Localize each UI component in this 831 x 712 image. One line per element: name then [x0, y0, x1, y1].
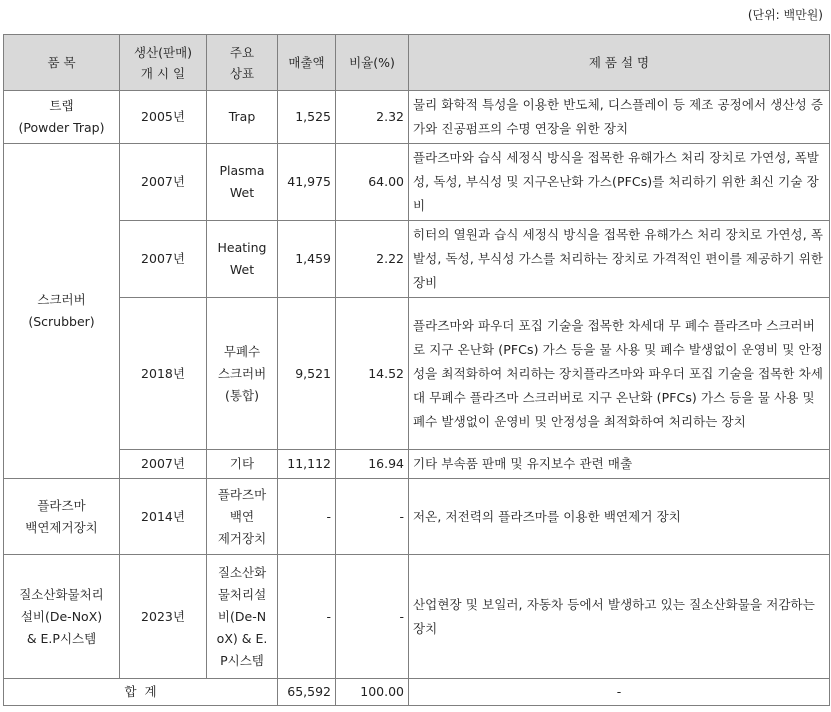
header-description: 제 품 설 명	[409, 35, 830, 91]
year-cell: 2007년	[120, 450, 207, 479]
total-sales: 65,592	[278, 679, 336, 706]
description-cell: 물리 화학적 특성을 이용한 반도체, 디스플레이 등 제조 공정에서 생산성 증가와 진공펌프의 수명 연장을 위한 장치	[409, 91, 830, 144]
item-name: 질소산화물처리	[19, 586, 104, 602]
header-start-line1: 생산(판매)	[133, 44, 193, 60]
item-cell	[4, 91, 120, 144]
brand-line: Wet	[229, 262, 255, 277]
brand-line: oX) & E.	[216, 630, 268, 646]
unit-label: (단위: 백만원)	[747, 8, 823, 22]
brand-cell: Trap	[207, 91, 278, 144]
header-item: 품 목	[4, 35, 120, 91]
item-name: 스크러버	[37, 292, 86, 307]
table-row	[4, 144, 830, 221]
brand-line: 백연	[229, 508, 255, 524]
year-cell: 2014년	[120, 479, 207, 555]
sales-cell: 41,975	[278, 144, 336, 221]
brand-cell: 기타	[207, 450, 278, 479]
brand-cell	[207, 298, 278, 450]
header-start-line2: 개 시 일	[140, 65, 186, 81]
item-cell	[4, 144, 120, 479]
brand-line: 물처리설	[217, 586, 267, 602]
item-name-sub: (Powder Trap)	[18, 120, 105, 135]
brand-line: 제거장치	[217, 530, 267, 546]
brand-cell	[207, 555, 278, 679]
brand-line: 질소산화	[217, 564, 267, 580]
ratio-cell: 2.32	[336, 91, 409, 144]
description-cell: 기타 부속품 판매 및 유지보수 관련 매출	[409, 450, 830, 479]
brand-line: 플라즈마	[217, 486, 267, 502]
brand-line: 스크러버	[217, 365, 267, 381]
item-cell	[4, 555, 120, 679]
item-cell	[4, 479, 120, 555]
brand-line: P시스템	[220, 652, 264, 668]
table-row	[4, 555, 830, 679]
sales-cell: -	[278, 479, 336, 555]
brand-cell	[207, 221, 278, 298]
item-name: 플라즈마	[37, 497, 86, 513]
brand-line: Wet	[229, 185, 255, 200]
brand-cell	[207, 479, 278, 555]
ratio-cell: 2.22	[336, 221, 409, 298]
sales-cell: 1,525	[278, 91, 336, 144]
description-cell: 히터의 열원과 습식 세정식 방식을 접목한 유해가스 처리 장치로 가연성, 폭발성, 독성, 부식성 가스를 처리하는 장치로 가격적인 편이를 제공하기 위한 장비	[409, 221, 830, 298]
ratio-cell: -	[336, 555, 409, 679]
total-description: -	[409, 679, 830, 706]
item-name-sub: 백연제거장치	[25, 519, 98, 535]
ratio-cell: -	[336, 479, 409, 555]
brand-line: Plasma	[219, 163, 265, 178]
header-ratio: 비율(%)	[336, 35, 409, 91]
description-cell: 산업현장 및 보일러, 자동차 등에서 발생하고 있는 질소산화물을 저감하는 장치	[409, 555, 830, 679]
ratio-cell: 16.94	[336, 450, 409, 479]
total-label: 합 계	[4, 679, 278, 706]
item-name-sub: & E.P시스템	[26, 630, 97, 646]
description-cell: 저온, 저전력의 플라즈마를 이용한 백연제거 장치	[409, 479, 830, 555]
brand-line: 무폐수	[223, 343, 261, 359]
header-brand-line2: 상표	[229, 65, 255, 81]
year-cell: 2018년	[120, 298, 207, 450]
year-cell: 2007년	[120, 221, 207, 298]
table-row	[4, 91, 830, 144]
sales-cell: 11,112	[278, 450, 336, 479]
sales-cell: -	[278, 555, 336, 679]
total-ratio: 100.00	[336, 679, 409, 706]
description-cell: 플라즈마와 습식 세정식 방식을 접목한 유해가스 처리 장치로 가연성, 폭발성, 독성, 부식성 및 지구온난화 가스(PFCs)를 처리하기 위한 최신 기술 장비	[409, 144, 830, 221]
header-brand	[207, 35, 278, 91]
description-cell: 플라즈마와 파우더 포집 기술을 접목한 차세대 무 폐수 플라즈마 스크러버로 지구 온난화 (PFCs) 가스 등을 물 사용 및 폐수 발생없이 운영비 및 안정성을 최적화하여 처리하는 장치플라즈마와 파우더 포집 기술을 접목한 차세대 무폐수 플라즈마 스크러버로 지구 온난화 (PFCs) 가스 등을 물 사용 및 폐수 발생없이 운영비 및 안정성을 최적화하여 처리하는 장치	[409, 298, 830, 450]
item-name-sub: 설비(De-NoX)	[20, 608, 103, 624]
brand-line: (통합)	[225, 387, 259, 403]
year-cell: 2023년	[120, 555, 207, 679]
ratio-cell: 64.00	[336, 144, 409, 221]
table-row	[4, 479, 830, 555]
ratio-cell: 14.52	[336, 298, 409, 450]
table-row	[4, 221, 830, 298]
sales-cell: 9,521	[278, 298, 336, 450]
header-row	[4, 35, 830, 91]
item-name: 트랩	[49, 98, 74, 113]
header-sales: 매출액	[278, 35, 336, 91]
total-row	[4, 679, 830, 706]
sales-cell: 1,459	[278, 221, 336, 298]
header-brand-line1: 주요	[229, 44, 255, 60]
item-name-sub: (Scrubber)	[28, 314, 95, 329]
table-row	[4, 298, 830, 450]
table-row	[4, 450, 830, 479]
brand-line: 비(De-N	[217, 608, 267, 624]
product-table	[3, 34, 830, 706]
year-cell: 2007년	[120, 144, 207, 221]
header-start-date	[120, 35, 207, 91]
brand-line: Heating	[217, 240, 267, 255]
brand-cell	[207, 144, 278, 221]
year-cell: 2005년	[120, 91, 207, 144]
